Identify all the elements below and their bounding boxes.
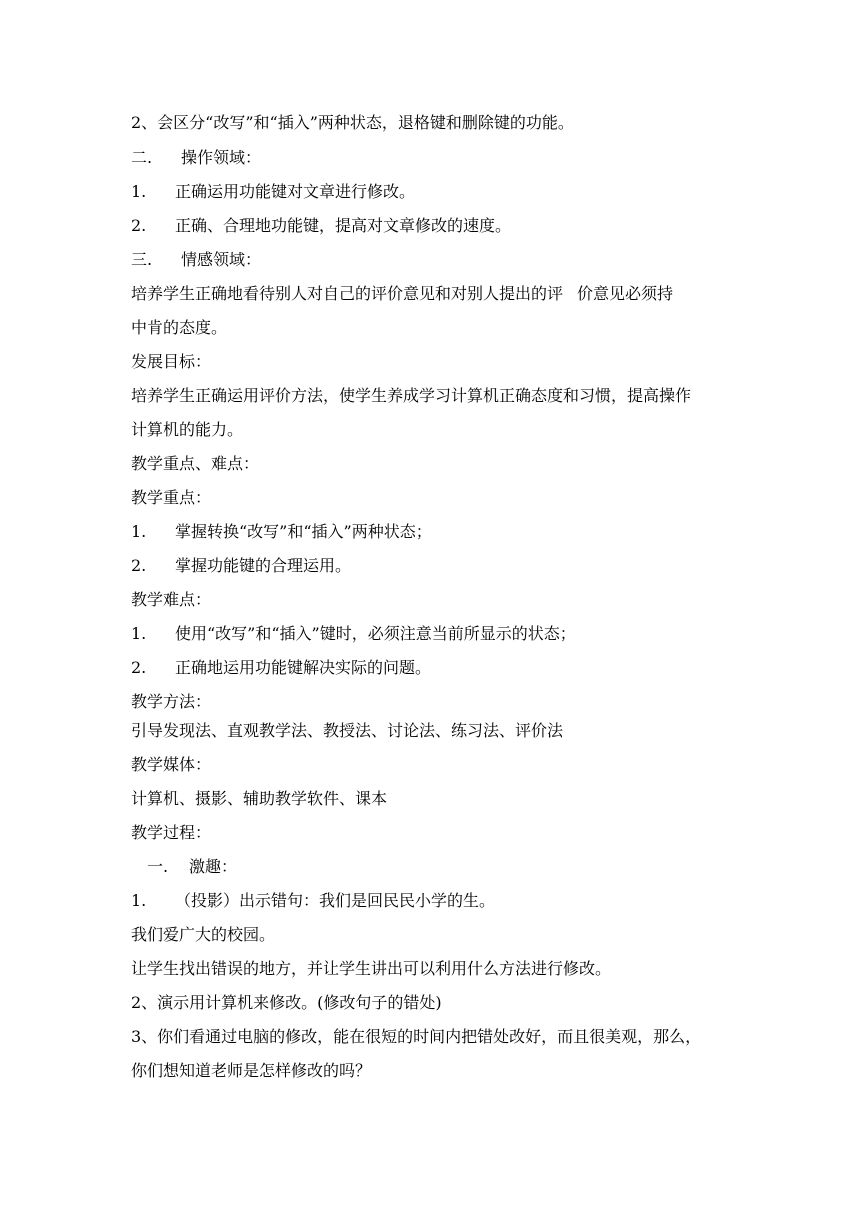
section-number: 二. bbox=[131, 148, 153, 167]
list-number: 1. bbox=[131, 182, 147, 201]
heading-text: 发展目标： bbox=[131, 352, 212, 371]
heading-teaching-media bbox=[131, 753, 211, 777]
list-text: 正确地运用功能键解决实际的问题。 bbox=[175, 658, 432, 677]
list-item bbox=[131, 656, 431, 680]
heading-text: 教学媒体： bbox=[131, 755, 212, 774]
list-number: 2. bbox=[131, 556, 147, 575]
section-title: 情感领域： bbox=[181, 250, 262, 269]
line-text-continued: 价意见必须持 bbox=[577, 284, 674, 303]
line-text: 让学生找出错误的地方，并让学生讲出可以利用什么方法进行修改。 bbox=[131, 959, 612, 978]
text-line bbox=[131, 418, 243, 442]
list-number: 1. bbox=[131, 522, 147, 541]
text-line bbox=[131, 991, 442, 1015]
line-text: 2、演示用计算机来修改。(修改句子的错处) bbox=[131, 993, 442, 1012]
heading-development-goal bbox=[131, 350, 211, 374]
text-line bbox=[131, 787, 387, 811]
heading-text: 教学重点： bbox=[131, 488, 212, 507]
heading-key-points bbox=[131, 452, 259, 476]
text-line bbox=[131, 111, 574, 135]
list-item bbox=[131, 520, 432, 544]
list-text: 正确运用功能键对文章进行修改。 bbox=[175, 182, 416, 201]
line-text: 你们想知道老师是怎样修改的吗？ bbox=[131, 1061, 372, 1080]
list-text: 使用“改写”和“插入”键时，必须注意当前所显示的状态； bbox=[175, 624, 576, 643]
section-heading-motivation bbox=[147, 855, 237, 879]
list-text: 掌握功能键的合理运用。 bbox=[175, 556, 352, 575]
section-number: 三. bbox=[131, 250, 153, 269]
heading-text: 教学难点： bbox=[131, 590, 212, 609]
text-line bbox=[131, 957, 611, 981]
heading-text: 教学重点、难点： bbox=[131, 454, 260, 473]
list-item bbox=[131, 214, 511, 238]
text-line bbox=[131, 923, 275, 947]
line-text: 我们爱广大的校园。 bbox=[131, 925, 276, 944]
line-text: 中肯的态度。 bbox=[131, 318, 228, 337]
text-line bbox=[131, 1059, 371, 1083]
section-heading-emotion bbox=[131, 248, 261, 272]
heading-teaching-method bbox=[131, 690, 211, 714]
line-text: 计算机、摄影、辅助教学软件、课本 bbox=[131, 789, 388, 808]
list-item bbox=[131, 889, 495, 913]
text-line bbox=[131, 316, 227, 340]
list-item bbox=[131, 622, 576, 646]
list-item bbox=[131, 180, 415, 204]
list-text: 掌握转换“改写”和“插入”两种状态； bbox=[175, 522, 432, 541]
heading-teaching-process bbox=[131, 821, 211, 845]
list-text: 正确、合理地功能键，提高对文章修改的速度。 bbox=[175, 216, 512, 235]
list-number: 1. bbox=[131, 891, 147, 910]
text-line bbox=[131, 384, 691, 408]
line-text: 2、会区分“改写”和“插入”两种状态，退格键和删除键的功能。 bbox=[131, 113, 574, 132]
line-text: 引导发现法、直观教学法、教授法、讨论法、练习法、评价法 bbox=[131, 721, 564, 740]
list-item bbox=[131, 554, 351, 578]
section-title: 操作领域： bbox=[181, 148, 262, 167]
text-line bbox=[131, 282, 673, 306]
heading-teaching-focus bbox=[131, 486, 211, 510]
section-heading-operation bbox=[131, 146, 261, 170]
heading-teaching-difficulty bbox=[131, 588, 211, 612]
list-text: （投影）出示错句：我们是回民民小学的生。 bbox=[175, 891, 496, 910]
list-number: 2. bbox=[131, 658, 147, 677]
line-text: 培养学生正确运用评价方法，使学生养成学习计算机正确态度和习惯，提高操作 bbox=[131, 386, 692, 405]
text-line bbox=[131, 719, 563, 743]
section-title: 激趣： bbox=[189, 857, 238, 876]
line-text: 3、你们看通过电脑的修改，能在很短的时间内把错处改好，而且很美观，那么， bbox=[131, 1027, 702, 1046]
list-number: 1. bbox=[131, 624, 147, 643]
heading-text: 教学过程： bbox=[131, 823, 212, 842]
line-text: 培养学生正确地看待别人对自己的评价意见和对别人提出的评 bbox=[131, 284, 564, 303]
text-line bbox=[131, 1025, 701, 1049]
line-text: 计算机的能力。 bbox=[131, 420, 244, 439]
list-number: 2. bbox=[131, 216, 147, 235]
section-number: 一. bbox=[147, 857, 169, 876]
heading-text: 教学方法： bbox=[131, 692, 212, 711]
